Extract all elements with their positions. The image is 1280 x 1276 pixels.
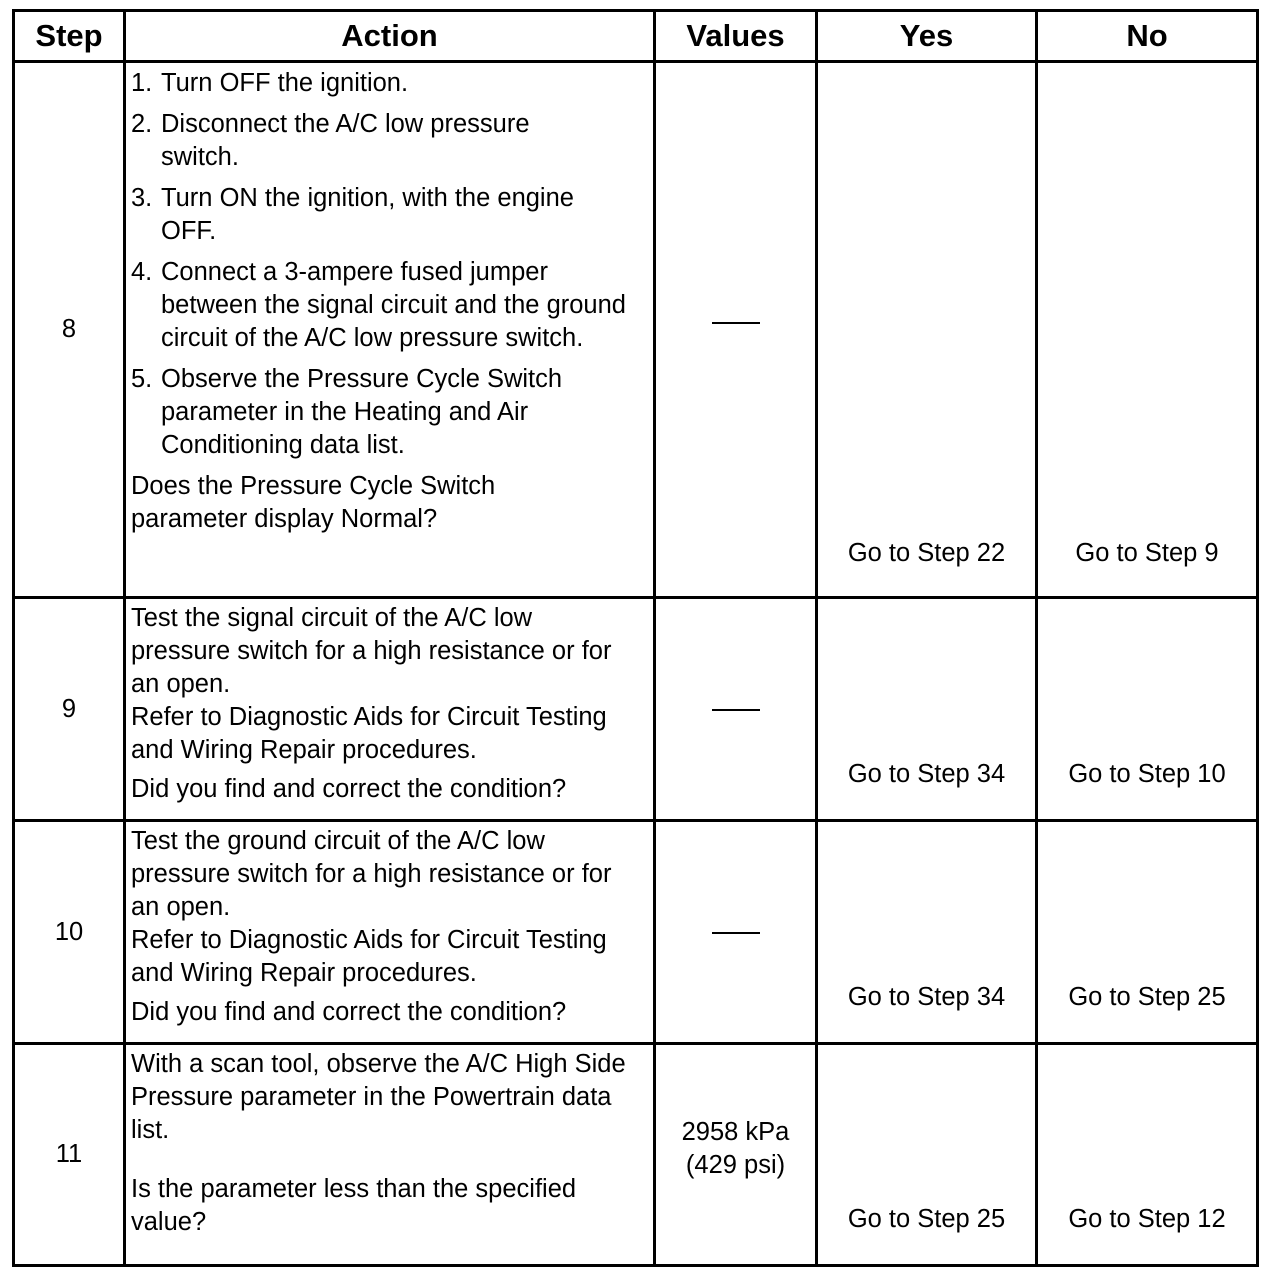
procedure-list — [131, 67, 647, 462]
step-number: 8 — [14, 62, 125, 598]
action-cell — [125, 598, 655, 821]
header-action: Action — [125, 11, 655, 62]
list-item: 3. Turn ON the ignition, with the engine OFF. — [131, 184, 574, 245]
step-number: 9 — [14, 598, 125, 821]
question-text: Does the Pressure Cycle Switch parameter display Normal? — [131, 472, 496, 533]
table-row-step-9 — [14, 598, 1258, 821]
no-result: Go to Step 10 — [1068, 760, 1226, 788]
value-cell — [655, 821, 817, 1044]
step-number: 10 — [14, 821, 125, 1044]
no-cell — [1037, 62, 1258, 598]
yes-result: Go to Step 34 — [847, 760, 1006, 788]
not-applicable-dash — [712, 322, 760, 324]
table-row-step-8 — [14, 62, 1258, 598]
step-number: 11 — [14, 1044, 125, 1266]
question-text: Is the parameter less than the specified value? — [131, 1175, 577, 1236]
yes-result: Go to Step 22 — [847, 539, 1006, 567]
yes-result: Go to Step 34 — [847, 983, 1006, 1011]
yes-cell — [817, 62, 1037, 598]
list-item: 2. Disconnect the A/C low pressure switch. — [131, 110, 530, 171]
yes-cell — [817, 598, 1037, 821]
no-result: Go to Step 25 — [1068, 983, 1226, 1011]
diagnostic-table — [12, 9, 1259, 1267]
yes-cell — [817, 821, 1037, 1044]
table-row-step-11 — [14, 1044, 1258, 1266]
value-cell — [655, 1044, 817, 1266]
value-cell — [655, 598, 817, 821]
action-text: With a scan tool, observe the A/C High Side Pressure parameter in the Powertrain data list. — [131, 1050, 626, 1144]
header-yes: Yes — [817, 11, 1037, 62]
yes-result: Go to Step 25 — [847, 1205, 1006, 1233]
refer-text: Refer to Diagnostic Aids for Circuit Testing and Wiring Repair procedures. — [131, 926, 607, 987]
no-cell — [1037, 821, 1258, 1044]
no-cell — [1037, 598, 1258, 821]
header-no: No — [1037, 11, 1258, 62]
value-cell — [655, 62, 817, 598]
refer-text: Refer to Diagnostic Aids for Circuit Testing and Wiring Repair procedures. — [131, 703, 607, 764]
question-text: Did you find and correct the condition? — [131, 775, 567, 803]
no-cell — [1037, 1044, 1258, 1266]
value-psi: (429 psi) — [685, 1150, 786, 1179]
table-row-step-10 — [14, 821, 1258, 1044]
header-row — [14, 11, 1258, 62]
question-text: Did you find and correct the condition? — [131, 998, 567, 1026]
action-text: Test the ground circuit of the A/C low pressure switch for a high resistance or for an open. — [131, 827, 612, 921]
action-cell — [125, 821, 655, 1044]
value-kpa: 2958 kPa — [681, 1117, 790, 1146]
yes-cell — [817, 1044, 1037, 1266]
list-item: 1. Turn OFF the ignition. — [131, 69, 409, 97]
action-cell — [125, 62, 655, 598]
header-step: Step — [14, 11, 125, 62]
list-item: 4. Connect a 3-ampere fused jumper between the signal circuit and the ground circuit of the A/C low pressure switch. — [131, 258, 626, 352]
not-applicable-dash — [712, 709, 760, 711]
no-result: Go to Step 9 — [1075, 539, 1219, 567]
action-cell — [125, 1044, 655, 1266]
not-applicable-dash — [712, 932, 760, 934]
action-text: Test the signal circuit of the A/C low pressure switch for a high resistance or for an open. — [131, 604, 612, 698]
list-item: 5. Observe the Pressure Cycle Switch parameter in the Heating and Air Conditioning data list. — [131, 365, 563, 459]
header-values: Values — [655, 11, 817, 62]
no-result: Go to Step 12 — [1068, 1205, 1226, 1233]
